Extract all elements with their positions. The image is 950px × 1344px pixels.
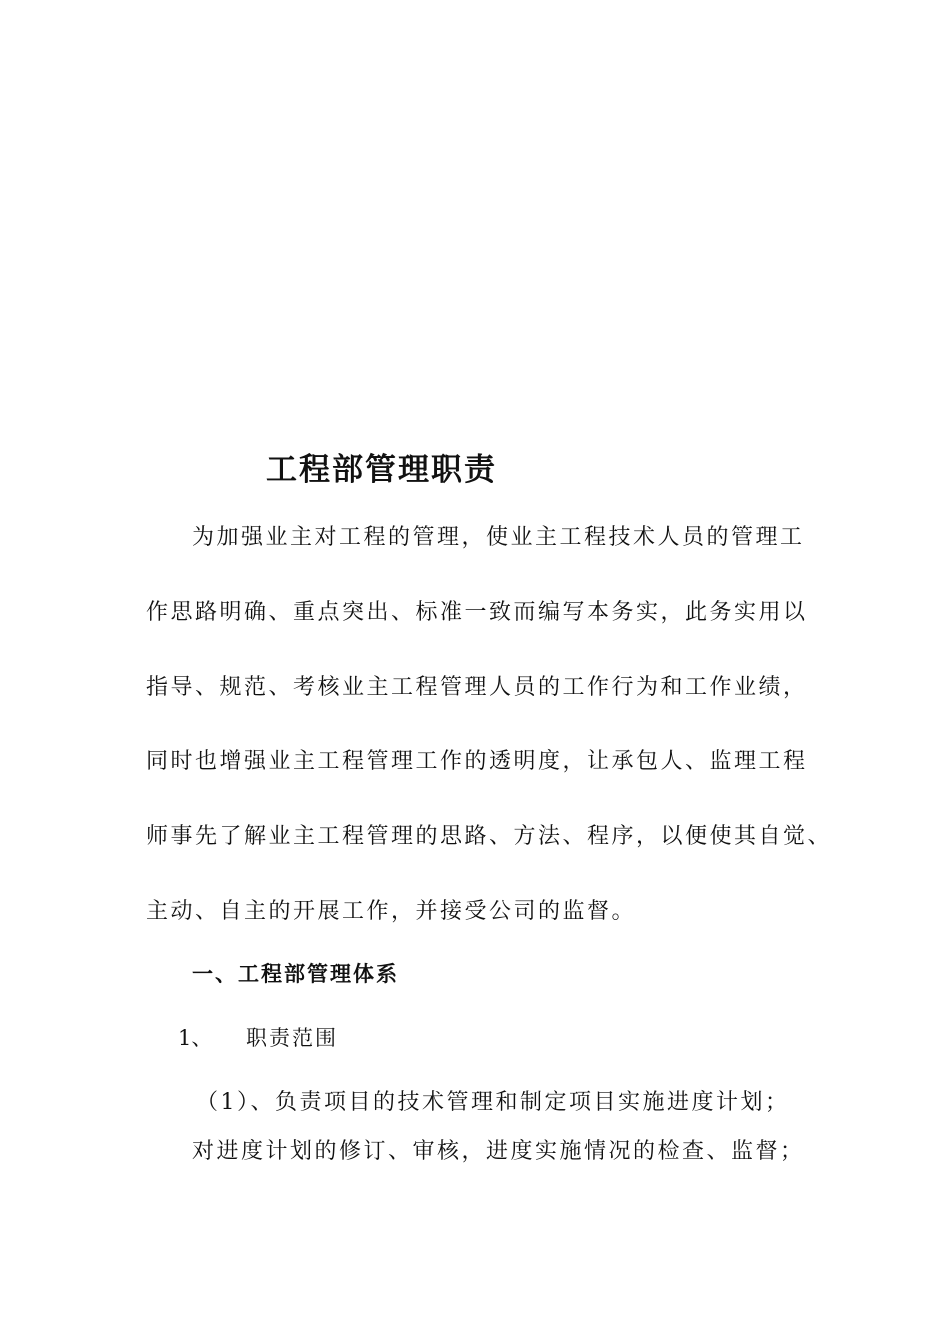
list-item-1	[178, 1022, 338, 1054]
intro-line-4: 同时也增强业主工程管理工作的透明度，让承包人、监理工程	[146, 749, 808, 774]
intro-line-1: 为加强业主对工程的管理，使业主工程技术人员的管理工	[192, 525, 805, 550]
sub-item-line-2: 对进度计划的修订、审核，进度实施情况的检查、监督；	[192, 1139, 805, 1164]
intro-line-6: 主动、自主的开展工作，并接受公司的监督。	[146, 899, 637, 924]
sub-item-line-1: （1）、负责项目的技术管理和制定项目实施进度计划；	[196, 1090, 790, 1115]
document-title: 工程部管理职责	[266, 452, 497, 488]
section-heading: 一、工程部管理体系	[192, 961, 399, 986]
intro-line-3: 指导、规范、考核业主工程管理人员的工作行为和工作业绩，	[146, 675, 808, 700]
item-label: 职责范围	[246, 1026, 338, 1050]
item-number: 1、	[178, 1026, 213, 1050]
intro-line-2: 作思路明确、重点突出、标准一致而编写本务实，此务实用以	[146, 600, 808, 625]
intro-line-5: 师事先了解业主工程管理的思路、方法、程序，以便使其自觉、	[146, 824, 833, 849]
